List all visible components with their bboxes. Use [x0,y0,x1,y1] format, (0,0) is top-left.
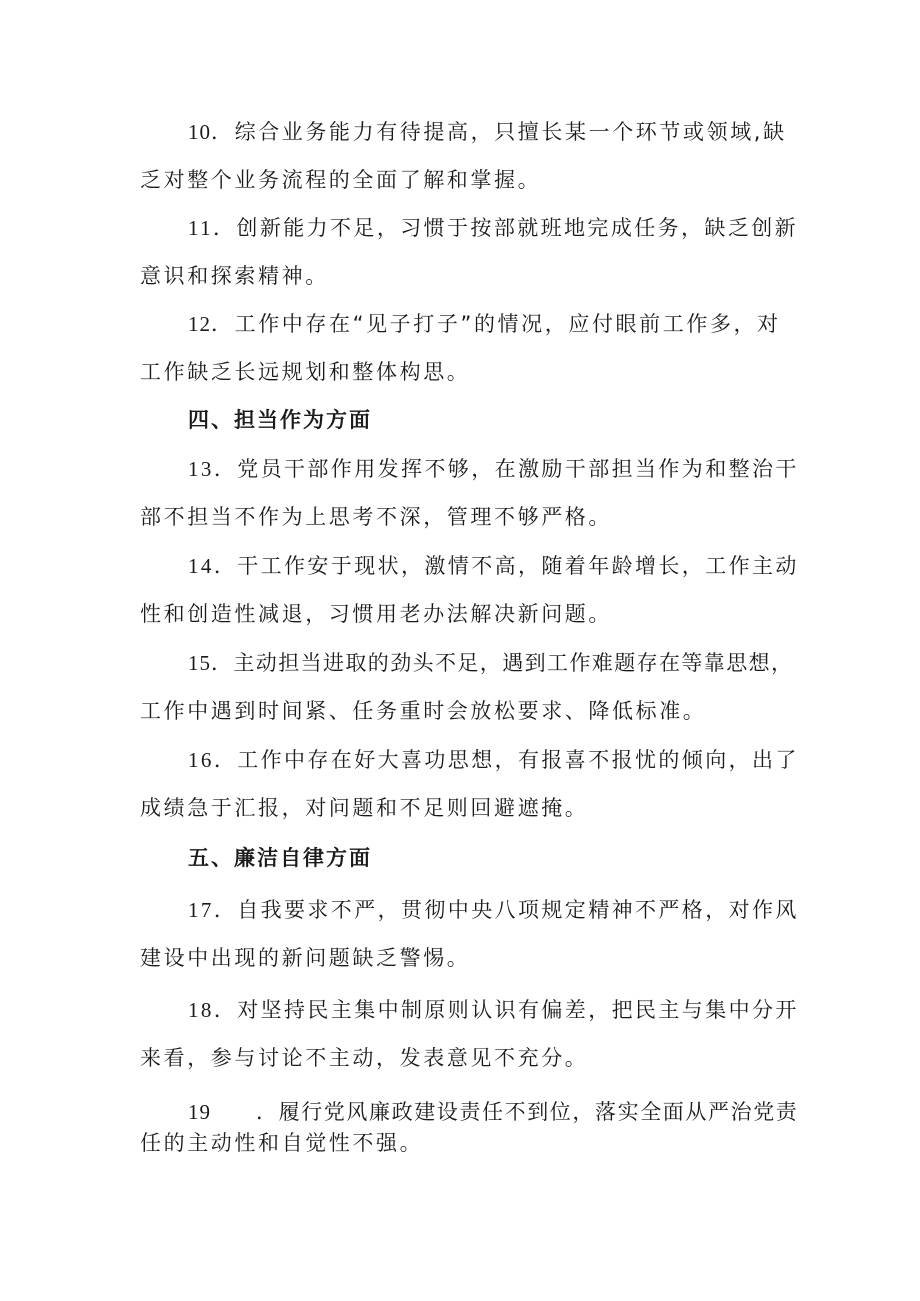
item-number: 17 [188,898,214,922]
item-10-line-2: 乏对整个业务流程的全面了解和掌握。 [140,168,542,192]
item-11-line-1 [188,213,798,243]
item-text: ．干工作安于现状，激情不高，随着年龄增长，工作主动 [213,554,799,578]
item-13-line-2: 部不担当不作为上思考不深，管理不够严格。 [140,505,612,529]
item-number: 10 [188,120,211,144]
item-text: ．主动担当进取的劲头不足，遇到工作难题存在等靠思想， [211,651,794,675]
item-number: 12 [188,312,211,336]
item-19-line-2: 任的主动性和自觉性不强。 [140,1131,424,1155]
item-15-line-2: 工作中遇到时间紧、任务重时会放松要求、降低标准。 [140,699,707,723]
item-number: 18 [188,998,214,1022]
item-16-line-1 [188,745,799,775]
item-number: 11 [188,216,214,240]
item-19-line-1 [188,1097,798,1127]
item-text: ．综合业务能力有待提高，只擅长某一个环节或领域,缺 [211,120,787,144]
item-text: ．对坚持民主集中制原则认识有偏差，把民主与集中分开 [213,998,799,1022]
item-13-line-1 [188,454,799,484]
item-11-line-2: 意识和探索精神。 [140,264,329,288]
item-14-line-1 [188,551,799,581]
item-text: ．工作中存在好大喜功思想，有报喜不报忧的倾向，出了 [213,748,799,772]
item-17-line-2: 建设中出现的新问题缺乏警惕。 [140,946,471,970]
item-number: 14 [188,554,214,578]
item-14-line-2: 性和创造性减退，习惯用老办法解决新问题。 [140,602,612,626]
item-text: ．党员干部作用发挥不够，在激励干部担当作为和整治干 [213,457,799,481]
section-heading-5: 五、廉洁自律方面 [188,846,372,870]
item-15-line-1 [188,648,793,678]
item-text: ．工作中存在“见子打子”的情况，应付眼前工作多，对 [211,312,781,336]
item-17-line-1 [188,895,799,925]
item-number: 19 [188,1100,211,1124]
item-number: 15 [188,651,211,675]
item-10-line-1 [188,117,787,147]
item-number: 13 [188,457,214,481]
item-text: ．自我要求不严，贯彻中央八项规定精神不严格，对作风 [213,898,799,922]
item-12-line-1 [188,309,781,339]
item-16-line-2: 成绩急于汇报，对问题和不足则回避遮掩。 [140,796,589,820]
item-text: ．履行党风廉政建设责任不到位，落实全面从严治党责 [256,1100,799,1124]
item-12-line-2: 工作缺乏长远规划和整体构思。 [140,360,471,384]
item-number: 16 [188,748,214,772]
item-text: ．创新能力不足，习惯于按部就班地完成任务，缺乏创新 [213,216,799,240]
item-18-line-1 [188,995,799,1025]
section-heading-4: 四、担当作为方面 [188,408,372,432]
item-18-line-2: 来看，参与讨论不主动，发表意见不充分。 [140,1046,589,1070]
